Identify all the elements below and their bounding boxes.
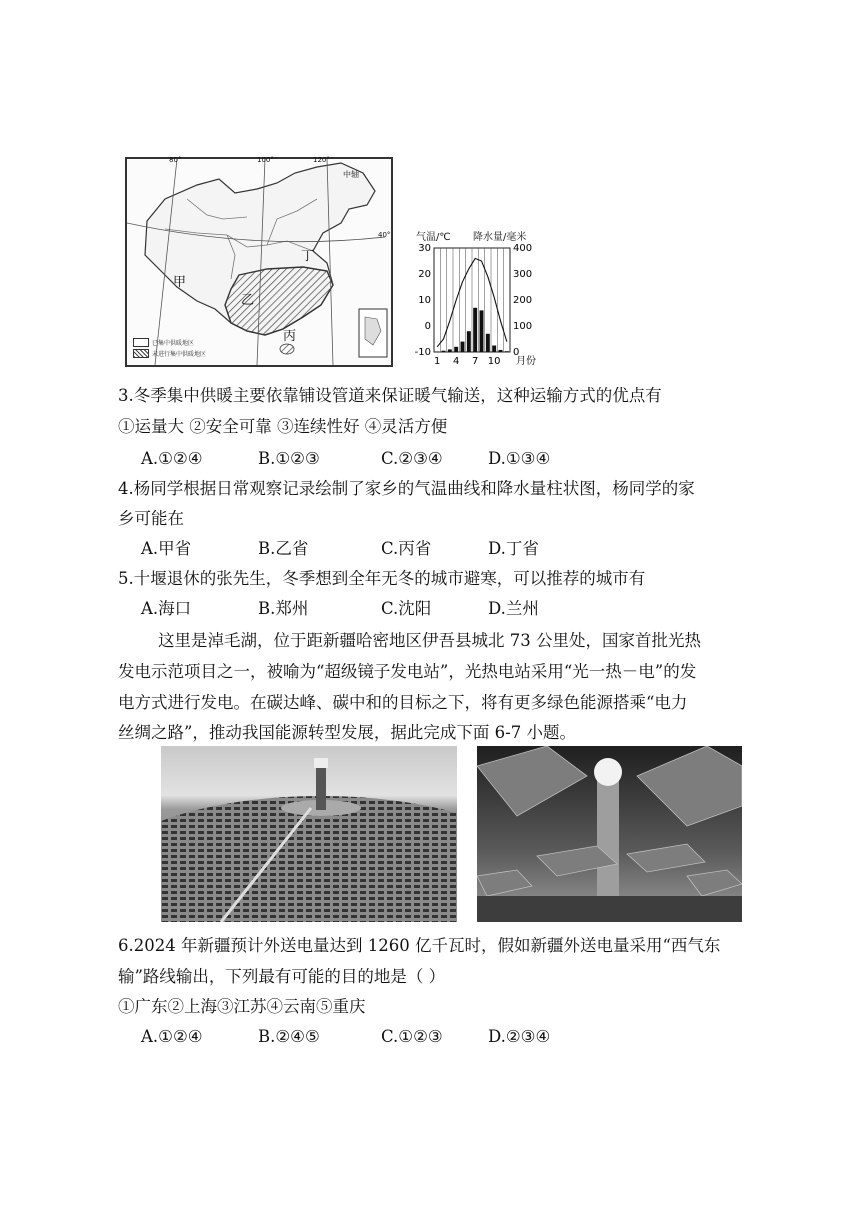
city-label: 中轴 xyxy=(343,170,359,179)
precip-bar xyxy=(486,334,490,352)
q3-option-d[interactable]: D.①③④ xyxy=(488,449,551,468)
precip-bar xyxy=(461,342,465,352)
q3-option-a[interactable]: A.①②④ xyxy=(141,449,203,468)
temp-tick-label: 20 xyxy=(418,269,431,280)
region-label-yi: 乙 xyxy=(241,293,255,308)
month-tick-label: 4 xyxy=(452,356,460,367)
precip-bar xyxy=(505,351,509,352)
temp-tick-label: 30 xyxy=(418,243,431,254)
q6-stem-line1: 6.2024 年新疆预计外送电量达到 1260 亿千瓦时，假如新疆外送电量采用“西气东 xyxy=(118,936,721,955)
passage-line2: 发电示范项目之一，被喻为“超级镜子发电站”，光热电站采用“光一热－电”的发 xyxy=(118,662,697,681)
q4-option-a[interactable]: A.甲省 xyxy=(141,539,192,558)
temp-tick-label: -10 xyxy=(414,347,431,358)
climate-chart xyxy=(410,222,550,372)
q4-stem-line1: 4.杨同学根据日常观察记录绘制了家乡的气温曲线和降水量柱状图，杨同学的家 xyxy=(118,479,695,498)
month-tick-label: 7 xyxy=(471,356,479,367)
q6-option-b[interactable]: B.②④⑤ xyxy=(258,1027,320,1046)
q4-stem-line2: 乡可能在 xyxy=(118,509,184,528)
precip-bar xyxy=(480,310,484,352)
precip-tick-label: 300 xyxy=(513,269,533,280)
precip-bar xyxy=(473,308,477,352)
q3-stem: 3.冬季集中供暖主要依靠铺设管道来保证暖气输送，这种运输方式的优点有 xyxy=(118,386,662,405)
month-tick-label: 1 xyxy=(433,356,441,367)
q6-stem-line2: 输”路线输出，下列最有可能的目的地是（ ） xyxy=(118,967,446,986)
q5-option-a[interactable]: A.海口 xyxy=(141,599,192,618)
solar-field-drawing xyxy=(161,746,457,922)
temp-tick-label: 10 xyxy=(418,295,431,306)
precip-tick-label: 400 xyxy=(513,243,533,254)
map-drawing xyxy=(127,159,391,365)
q5-stem: 5.十堰退休的张先生，冬季想到全年无冬的城市避寒，可以推荐的城市有 xyxy=(118,569,646,588)
temp-axis-title: 气温/℃ xyxy=(416,232,451,243)
q4-option-d[interactable]: D.丁省 xyxy=(488,539,539,558)
region-label-ding: 丁 xyxy=(301,249,315,264)
region-label-jia: 甲 xyxy=(173,275,187,290)
q6-option-c[interactable]: C.①②③ xyxy=(381,1027,443,1046)
precip-tick-label: 0 xyxy=(513,347,520,358)
legend-label-unheated: 未进行集中供暖地区 xyxy=(152,351,207,358)
precip-tick-label: 100 xyxy=(513,321,533,332)
solar-field-photo xyxy=(161,746,457,922)
precip-bar xyxy=(467,331,471,352)
q5-option-d[interactable]: D.兰州 xyxy=(488,599,539,618)
month-axis-unit: 月份 xyxy=(516,356,536,367)
lon-label-80: 80° xyxy=(169,156,182,164)
precip-tick-label: 200 xyxy=(513,295,533,306)
heliostat-tower-drawing xyxy=(477,746,742,922)
precip-bar xyxy=(448,349,452,352)
passage-line4: 丝绸之路”，推动我国能源转型发展，据此完成下面 6-7 小题。 xyxy=(118,723,576,742)
precip-bar xyxy=(454,347,458,352)
precip-bar xyxy=(499,350,503,352)
temp-tick-label: 0 xyxy=(424,321,431,332)
month-tick-label: 10 xyxy=(487,356,501,367)
q4-option-b[interactable]: B.乙省 xyxy=(258,539,309,558)
q5-option-b[interactable]: B.郑州 xyxy=(258,599,309,618)
q6-items: ①广东②上海③江苏④云南⑤重庆 xyxy=(118,997,366,1016)
precip-bar xyxy=(435,351,439,352)
precip-axis-title: 降水量/毫米 xyxy=(473,232,527,243)
q6-option-a[interactable]: A.①②④ xyxy=(141,1027,203,1046)
passage-line1: 这里是淖毛湖，位于距新疆哈密地区伊吾县城北 73 公里处，国家首批光热 xyxy=(158,631,701,650)
legend-swatch-heated xyxy=(133,338,149,347)
legend-swatch-unheated xyxy=(133,349,149,358)
lon-label-120: 120° xyxy=(313,156,330,164)
lat-label-40: 40° xyxy=(378,231,391,239)
precip-bar xyxy=(492,346,496,353)
q3-option-c[interactable]: C.②③④ xyxy=(381,449,443,468)
q5-option-c[interactable]: C.沈阳 xyxy=(381,599,432,618)
heliostat-tower-photo xyxy=(477,746,742,922)
passage-line3: 电方式进行发电。在碳达峰、碳中和的目标之下，将有更多绿色能源搭乘“电力 xyxy=(118,693,688,712)
map-legend xyxy=(133,337,273,363)
q3-items: ①运量大 ②安全可靠 ③连续性好 ④灵活方便 xyxy=(118,417,448,436)
region-label-bing: 丙 xyxy=(283,329,297,344)
precip-bar xyxy=(442,351,446,352)
q3-option-b[interactable]: B.①②③ xyxy=(258,449,320,468)
q4-option-c[interactable]: C.丙省 xyxy=(381,539,432,558)
climate-plot xyxy=(410,222,550,372)
legend-label-heated: 已集中供暖地区 xyxy=(152,340,195,347)
china-heating-map xyxy=(125,157,393,367)
lon-label-100: 100° xyxy=(257,156,274,164)
q6-option-d[interactable]: D.②③④ xyxy=(488,1027,551,1046)
